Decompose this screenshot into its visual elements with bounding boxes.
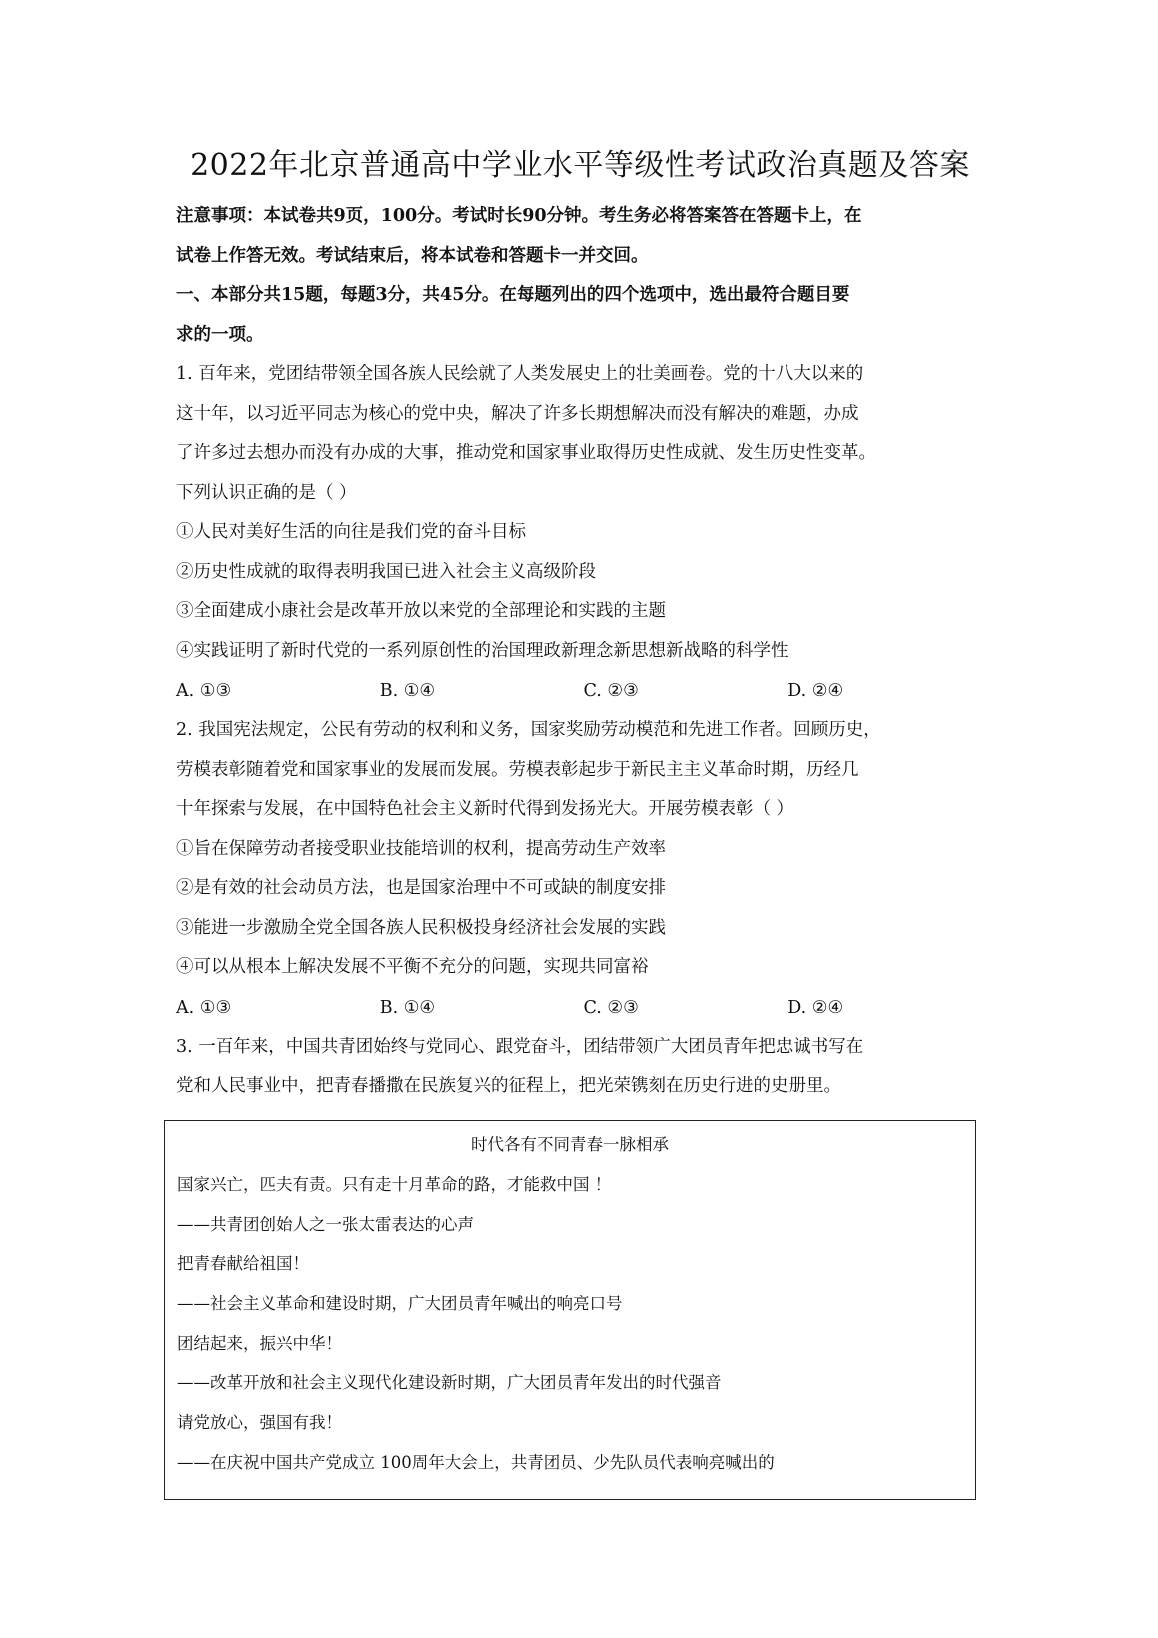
question-stem-line: 了许多过去想办而没有办成的大事，推动党和国家事业取得历史性成就、发生历史性变革。 [176,443,876,463]
answer-options [176,671,991,711]
material-box-title: 时代各有不同青春一脉相承 [471,1135,669,1154]
material-line: 国家兴亡，匹夫有责。只有走十月革命的路，才能救中国 ！ [177,1175,612,1194]
statement-item: ③能进一步激励全党全国各族人民积极投身经济社会发展的实践 [176,917,666,938]
page-title: 2022年北京普通高中学业水平等级性考试政治真题及答案 [190,148,970,183]
option-a: A. ①③ [176,681,232,701]
material-line: ——在庆祝中国共产党成立 100周年大会上，共青团员、少先队员代表响亮喊出的 [177,1452,775,1472]
statement-item: ①人民对美好生活的向往是我们党的奋斗目标 [176,522,526,542]
question-1 [176,355,991,711]
question-stem-line: 党和人民事业中，把青春播撒在民族复兴的征程上，把光荣镌刻在历史行进的史册里。 [176,1076,841,1096]
question-stem-line: 这十年，以习近平同志为核心的党中央，解决了许多长期想解决而没有解决的难题，办成 [176,403,859,424]
statement-item: ④实践证明了新时代党的一系列原创性的治国理政新理念新思想新战略的科学性 [176,640,789,661]
material-line: 请党放心，强国有我！ [177,1413,342,1433]
answer-options [176,988,991,1028]
option-d: D. ②④ [787,997,844,1018]
option-c: C. ②③ [583,997,639,1018]
statement-item: ③全面建成小康社会是改革开放以来党的全部理论和实践的主题 [176,601,666,621]
statement-item: ②历史性成就的取得表明我国已进入社会主义高级阶段 [176,561,596,582]
option-b: B. ①④ [379,997,436,1018]
section-heading: 求的一项。 [176,324,264,345]
question-stem-line: 劳模表彰随着党和国家事业的发展而发展。劳模表彰起步于新民主主义革命时期，历经几 [176,759,859,780]
question-3 [176,1028,991,1107]
material-box [164,1120,976,1500]
material-line: 把青春献给祖国！ [177,1254,309,1274]
question-stem-line: 1. 百年来，党团结带领全国各族人民绘就了人类发展史上的壮美画卷。党的十八大以来的 [176,364,864,384]
section-heading: 一、本部分共15题，每题3分，共45分。在每题列出的四个选项中，选出最符合题目要 [176,285,850,305]
option-b: B. ①④ [379,681,436,701]
option-d: D. ②④ [787,681,844,701]
question-stem-line: 下列认识正确的是（ ） [176,482,357,503]
material-line: 团结起来，振兴中华！ [177,1333,342,1353]
statement-item: ②是有效的社会动员方法，也是国家治理中不可或缺的制度安排 [176,878,666,898]
statement-item: ①旨在保障劳动者接受职业技能培训的权利，提高劳动生产效率 [176,838,666,859]
question-2 [176,711,991,1028]
exam-content [176,197,991,1107]
material-line: ——改革开放和社会主义现代化建设新时期，广大团员青年发出的时代强音 [177,1373,722,1393]
question-stem-line: 十年探索与发展，在中国特色社会主义新时代得到发扬光大。开展劳模表彰（ ） [176,799,795,819]
question-stem-line: 3. 一百年来，中国共青团始终与党同心、跟党奋斗，团结带领广大团员青年把忠诚书写在 [176,1036,864,1057]
question-stem-line: 2. 我国宪法规定，公民有劳动的权利和义务，国家奖励劳动模范和先进工作者。回顾历史， [176,720,881,740]
material-line: ——共青团创始人之一张太雷表达的心声 [177,1214,474,1234]
option-c: C. ②③ [583,681,639,701]
statement-item: ④可以从根本上解决发展不平衡不充分的问题，实现共同富裕 [176,957,649,977]
notice-line: 注意事项：本试卷共9页，100分。考试时长90分钟。考生务必将答案答在答题卡上，在 [176,206,862,226]
notice-line: 试卷上作答无效。考试结束后，将本试卷和答题卡一并交回。 [176,245,649,266]
option-a: A. ①③ [176,997,232,1018]
material-line: ——社会主义革命和建设时期，广大团员青年喊出的响亮口号 [177,1294,623,1314]
